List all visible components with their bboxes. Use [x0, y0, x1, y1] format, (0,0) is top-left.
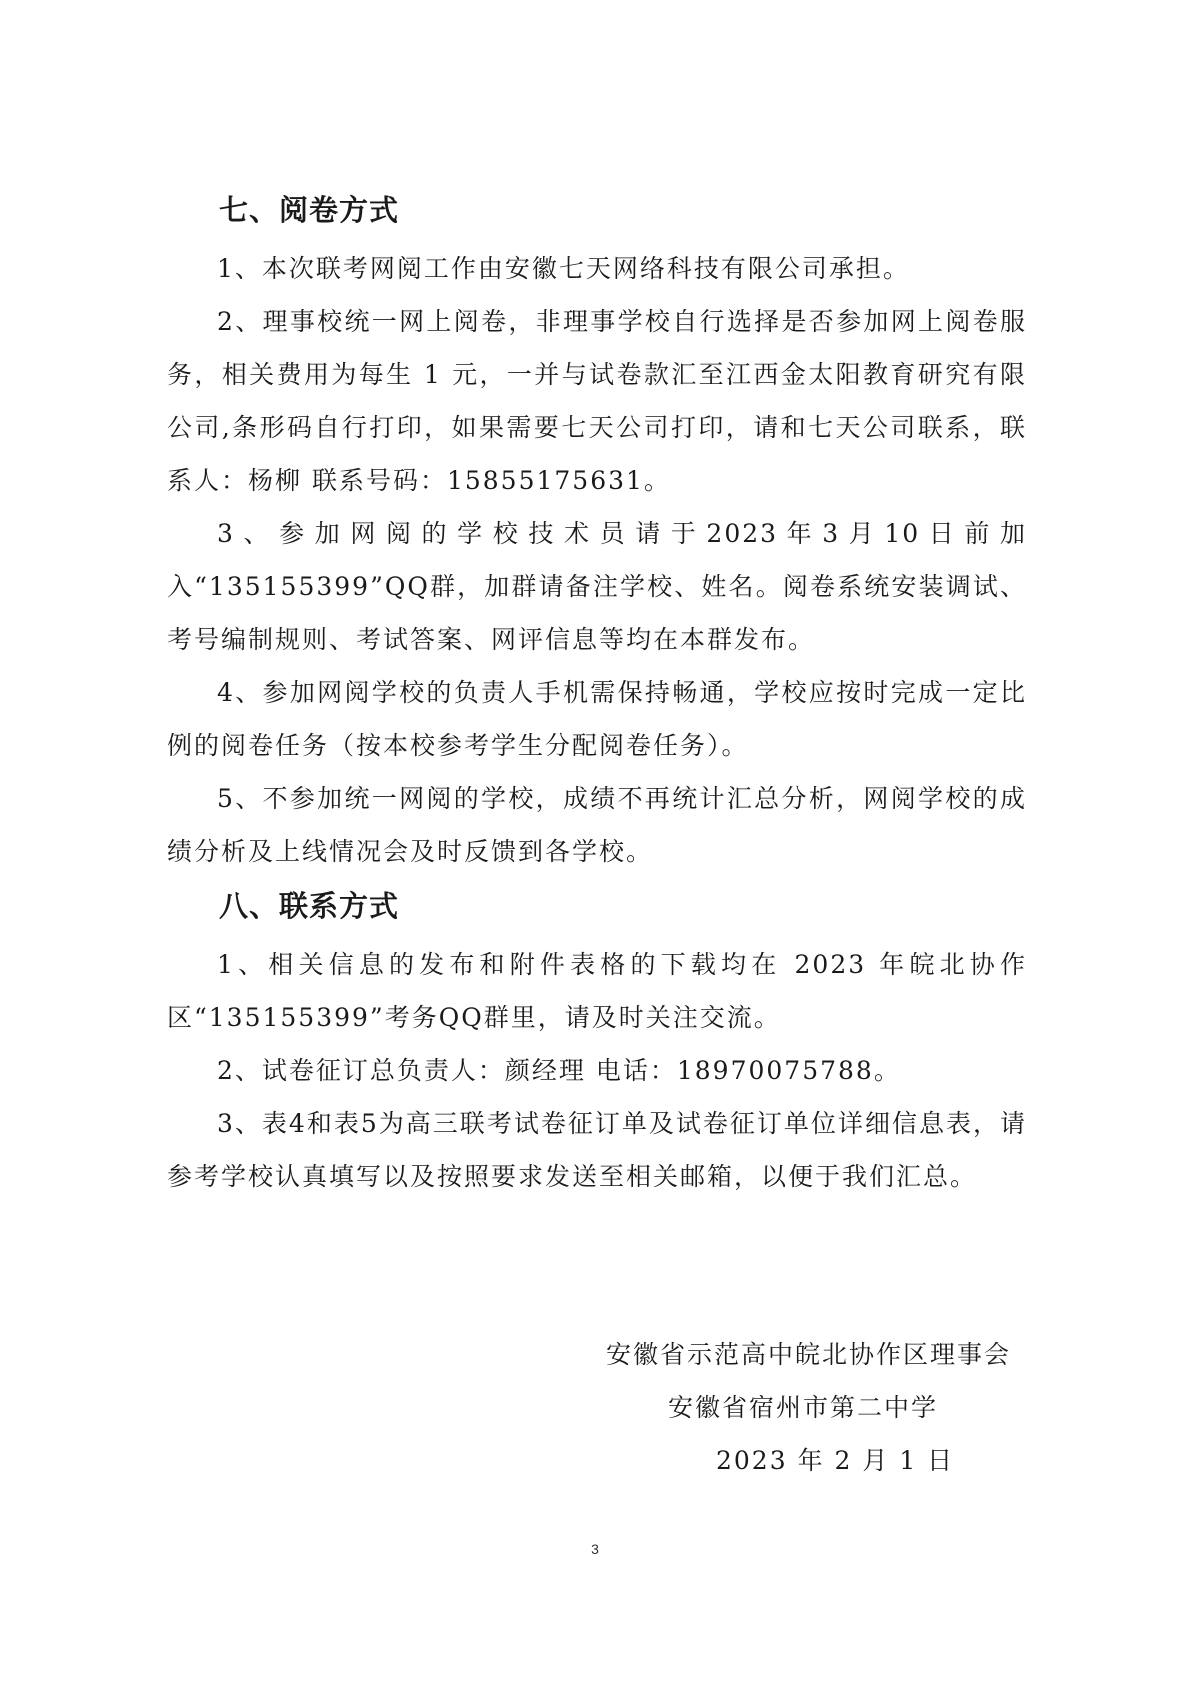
paragraph: 1、相关信息的发布和附件表格的下载均在 2023 年皖北协作区“135155399”考务QQ群里，请及时关注交流。 [167, 950, 1027, 1032]
section-contact [167, 886, 1027, 1203]
paragraph: 1、本次联考网阅工作由安徽七天网络科技有限公司承担。 [217, 254, 910, 283]
paragraph: 2、试卷征订总负责人：颜经理 电话：18970075788。 [217, 1056, 901, 1085]
section-heading: 七、阅卷方式 [219, 193, 400, 227]
section-reading-method [167, 190, 1027, 878]
document-body [167, 190, 1027, 1203]
paragraph: 4、参加网阅学校的负责人手机需保持畅通，学校应按时完成一定比例的阅卷任务（按本校参考学生分配阅卷任务）。 [167, 678, 1027, 760]
signature-school: 安徽省宿州市第二中学 [668, 1393, 939, 1422]
page-number: 3 [591, 1541, 599, 1557]
paragraph: 5、不参加统一网阅的学校，成绩不再统计汇总分析，网阅学校的成绩分析及上线情况会及时反馈到各学校。 [167, 784, 1027, 866]
section-heading: 八、联系方式 [219, 889, 400, 923]
paragraph: 3、参加网阅的学校技术员请于2023年3月10日前加入“135155399”QQ群，加群请备注学校、姓名。阅卷系统安装调试、考号编制规则、考试答案、网评信息等均在本群发布。 [167, 519, 1027, 654]
section-spacer [167, 878, 1027, 886]
signature-organization: 安徽省示范高中皖北协作区理事会 [606, 1340, 1012, 1369]
paragraph: 3、表4和表5为高三联考试卷征订单及试卷征订单位详细信息表，请参考学校认真填写以及按照要求发送至相关邮箱，以便于我们汇总。 [167, 1109, 1027, 1191]
signature-date: 2023 年 2 月 1 日 [716, 1446, 955, 1475]
paragraph: 2、理事校统一网上阅卷，非理事学校自行选择是否参加网上阅卷服务，相关费用为每生 1 元，一并与试卷款汇至江西金太阳教育研究有限公司,条形码自行打印，如果需要七天公司打印，请和七天公司联系，联系人：杨柳 联系号码：15855175631。 [167, 307, 1027, 495]
